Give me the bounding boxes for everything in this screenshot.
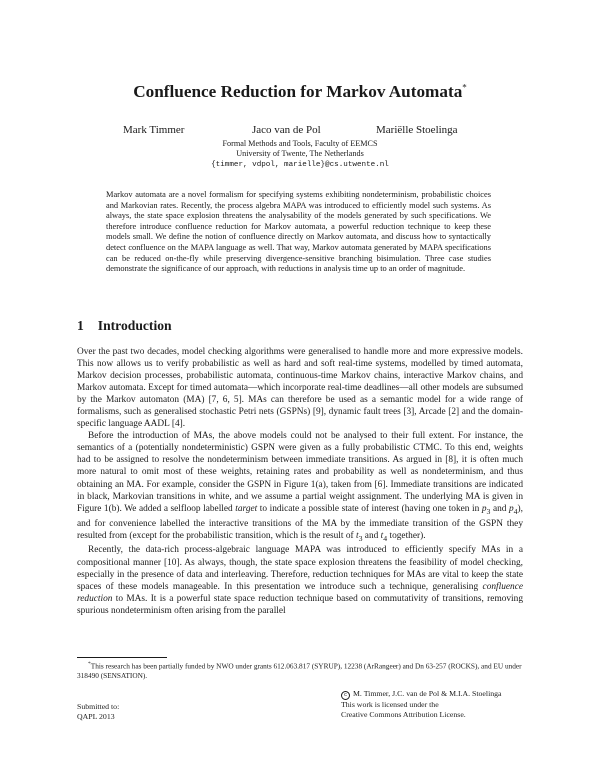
paper-title	[0, 82, 600, 102]
author-name: Mariëlle Stoelinga	[376, 124, 458, 136]
affiliation-line: Formal Methods and Tools, Faculty of EEMCS	[222, 139, 378, 148]
section-heading	[77, 318, 172, 334]
footnote: *This research has been partially funded by NWO under grants 612.063.817 (SYRUP), 12238 (ArRangeer) and Dn 63-257 (ROCKS), and EU under 318490 (SENSATION).	[77, 661, 522, 681]
affiliation-line: University of Twente, The Netherlands	[236, 149, 364, 159]
author-name: Mark Timmer	[123, 124, 185, 136]
license-info: c M. Timmer, J.C. van de Pol & M.I.A. Stoelinga This work is licensed under the Creative Commons Attribution License.	[341, 689, 502, 719]
affiliation	[0, 139, 600, 170]
section-number: 1	[77, 318, 84, 333]
author-name: Jaco van de Pol	[252, 124, 321, 136]
paper-title-text: Confluence Reduction for Markov Automata	[133, 82, 463, 101]
paragraph: Before the introduction of MAs, the above models could not be analysed to their full extent. For instance, the semantics of a (potentially nondeterministic) GSPN were given as a fully probabilistic CTMC. To this end, weights had to be assigned to resolve the nondeterminism between immediate transitions. As argued in [8], it is often much more natural to omit most of these weights, retaining rates and probability as well as nondeterminism, and thus obtaining an MA. For example, consider the GSPN in Figure 1(a), taken from [6]. Immediate transitions are indicated in black, Markovian transitions in white, and we assume a partial weight assignment. The underlying MA is given in Figure 1(b). We added a selfloop labelled target to indicate a possible state of interest (having one token in $p_3$ and $p_4$), and for convenience labelled the interactive transitions of the MA by the immediate transition of the GSPN they resulted from (except for the probabilistic transition, which is the result of $t_3$ and $t_4$ together).	[77, 431, 523, 543]
emphasis-confluence-reduction: confluence reduction	[77, 581, 524, 604]
footnote-rule	[77, 657, 167, 658]
body-text	[77, 346, 523, 617]
submitted-info: Submitted to: QAPL 2013	[77, 702, 120, 721]
title-footnote-mark: *	[462, 82, 467, 93]
copyright-icon: c	[341, 691, 350, 700]
abstract: Markov automata are a novel formalism for specifying systems exhibiting nondeterminism, probabilistic choices and Markovian rates. Recently, the process algebra MAPA was introduced to efficiently model such systems. As always, the state space explosion threatens the analysability of the models generated by such specifications. We therefore introduce confluence reduction for Markov automata, a powerful reduction technique to keep these models small. We define the notion of confluence directly on Markov automata, and discuss how to syntactically detect confluence on the MAPA language as well. That way, Markov automata generated by MAPA specifications can be reduced on-the-fly while preserving divergence-sensitive branching bisimulation. Three case studies demonstrate the significance of our approach, with reductions in analysis time up to an order of magnitude.	[106, 190, 491, 274]
paragraph: Over the past two decades, model checking algorithms were generalised to handle more and more expressive models. This now allows us to verify probabilistic as well as hard and soft real-time systems, modelled by timed automata, Markov decision processes, probabilistic automata, continuous-time Markov chains, interactive Markov chains, and Markov automata. Except for timed automata—which incorporate real-time deadlines—all other models are subsumed by the Markov automaton (MA) [7, 6, 5]. MAs can therefore be used as a semantic model for a wide range of formalisms, such as generalised stochastic Petri nets (GSPNs) [9], dynamic fault trees [3], Arcade [2] and the domain-specific language AADL [4].	[77, 347, 523, 430]
emphasis-target: target	[235, 503, 258, 514]
paragraph: Recently, the data-rich process-algebraic language MAPA was introduced to efficiently specify MAs in a compositional manner [10]. As always, though, the state space explosion threatens the feasibility of model checking, especially in the presence of data and interleaving. Therefore, reduction techniques for MAs are vital to keep the state spaces of these models manageable. In this presentation we introduce such a technique, generalising confluence reduction to MAs. It is a powerful state space reduction technique based on commutativity of transitions, removing spurious nondeterminism often arising from the parallel	[77, 545, 524, 616]
section-title: Introduction	[97, 318, 172, 333]
author-email: {timmer, vdpol, marielle}@cs.utwente.nl	[211, 160, 389, 169]
